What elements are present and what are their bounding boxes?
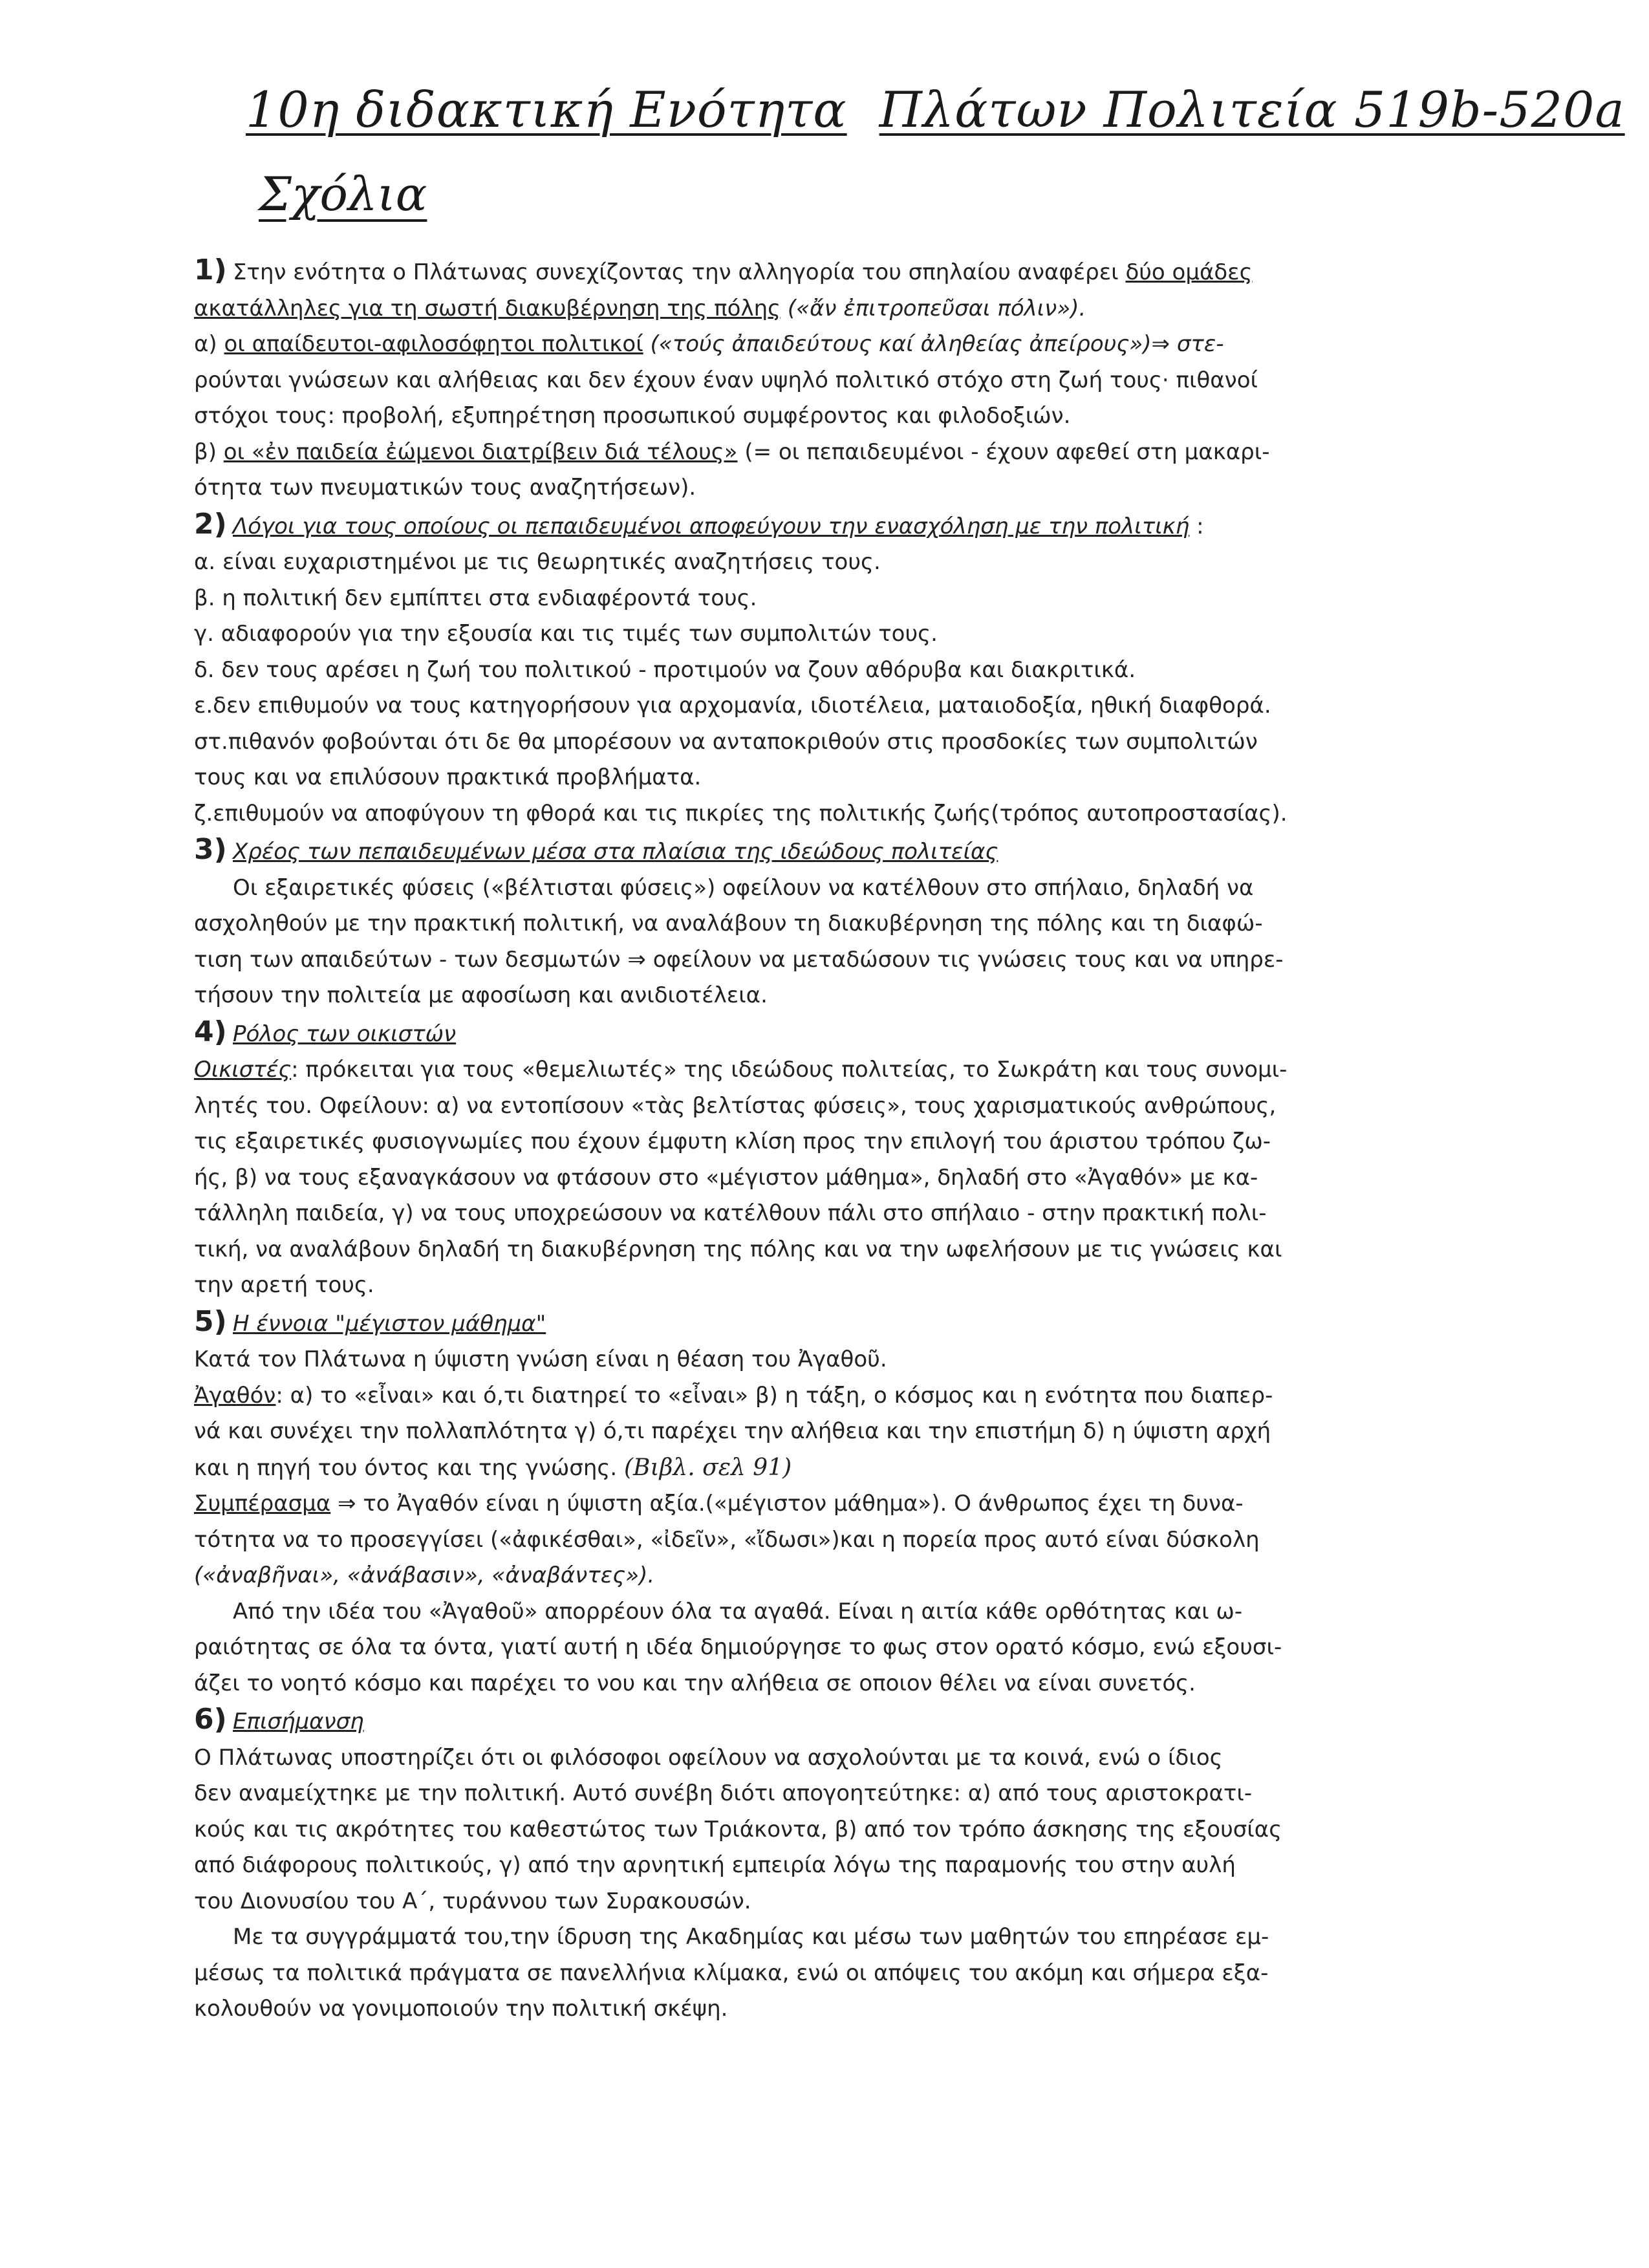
section-1-number: 1)	[194, 254, 227, 286]
title-unit: 10η διδακτική Ενότητα	[246, 81, 847, 138]
section-5-line-10: άζει το νοητό κόσμο και παρέχει το νου και την αλήθεια σε οποιον θέλει να είναι συνετός.	[194, 1670, 1196, 1696]
section-2-item-d: δ. δεν τους αρέσει η ζωή του πολιτικού - προτιμούν να ζουν αθόρυβα και διακριτικά.	[194, 656, 1136, 683]
document-title	[246, 78, 1625, 142]
section-6-line-5: του Διονυσίου του Α΄, τυράννου των Συρακουσών.	[194, 1888, 751, 1914]
section-5-term-conclusion: Συμπέρασμα	[194, 1491, 331, 1517]
section-2-item-b: β. η πολιτική δεν εμπίπτει στα ενδιαφέροντά τους.	[194, 585, 757, 611]
section-1-line-3: α) οι απαίδευτοι-αφιλοσόφητοι πολιτικοί («τούς ἀπαιδεύτους καί ἀληθείας ἀπείρους»)⇒ στε-	[194, 331, 1224, 357]
section-2-item-f-line-2: τους και να επιλύσουν πρακτικά προβλήματα.	[194, 764, 702, 790]
section-6-number: 6)	[194, 1703, 227, 1736]
section-5-line-6: τότητα να το προσεγγίσει («ἀφικέσθαι», «ἰδεῖν», «ἴδωσι»)και η πορεία προς αυτό είναι δύσκολη	[194, 1526, 1260, 1553]
section-2-item-c: γ. αδιαφορούν για την εξουσία και τις τιμές των συμπολιτών τους.	[194, 621, 938, 647]
document-body	[194, 252, 1500, 2027]
section-3-line-4: τήσουν την πολιτεία με αφοσίωση και ανιδιοτέλεια.	[194, 982, 768, 1008]
section-2-item-a: α. είναι ευχαριστημένοι με τις θεωρητικές αναζητήσεις τους.	[194, 549, 881, 575]
section-3-number: 3)	[194, 833, 227, 866]
section-4-line-5: τάλληλη παιδεία, γ) να τους υποχρεώσουν να κατέλθουν πάλι στο σπήλαιο - στην πρακτική πολι-	[194, 1200, 1267, 1226]
section-6-line-1: Ο Πλάτωνας υποστηρίζει ότι οι φιλόσοφοι οφείλουν να ασχολούνται με τα κοινά, ενώ ο ίδιος	[194, 1744, 1223, 1771]
section-6-heading: 6) Επισήμανση	[194, 1701, 1500, 1740]
section-3-line-2: ασχοληθούν με την πρακτική πολιτική, να αναλάβουν τη διακυβέρνηση της πόλης και τη διαφώ-	[194, 911, 1263, 936]
section-5-heading: 5) Η έννοια "μέγιστον μάθημα"	[194, 1304, 1500, 1343]
section-6-line-7: μέσως τα πολιτικά πράγματα σε πανελλήνια κλίμακα, ενώ οι απόψεις του ακόμη και σήμερα εξα-	[194, 1960, 1269, 1986]
section-2-item-f-line-1: στ.πιθανόν φοβούνται ότι δε θα μπορέσουν να ανταποκριθούν στις προσδοκίες των συμπολιτών	[194, 728, 1258, 755]
section-5-line-3: νά και συνέχει την πολλαπλότητα γ) ό,τι παρέχει την αλήθεια και την επιστήμη δ) η ύψιστη αρχή	[194, 1418, 1271, 1444]
section-1-line-5: στόχοι τους: προβολή, εξυπηρέτηση προσωπικού συμφέροντος και φιλοδοξιών.	[194, 403, 1071, 429]
section-5-term-agathon: Ἀγαθόν	[194, 1382, 276, 1409]
section-2-item-e: ε.δεν επιθυμούν να τους κατηγορήσουν για αρχομανία, ιδιοτέλεια, ματαιοδοξία, ηθική διαφθορά.	[194, 693, 1271, 718]
section-3-heading: 3) Χρέος των πεπαιδευμένων μέσα στα πλαίσια της ιδεώδους πολιτείας	[194, 832, 1500, 870]
section-5-line-4: και η πηγή του όντος και της γνώσης. (Βιβλ. σελ 91)	[194, 1454, 792, 1481]
section-4-line-6: τική, να αναλάβουν δηλαδή τη διακυβέρνηση της πόλης και να την ωφελήσουν με τις γνώσεις και	[194, 1236, 1282, 1262]
section-6-line-3: κούς και τις ακρότητες του καθεστώτος των Τριάκοντα, β) από τον τρόπο άσκησης της εξουσίας	[194, 1816, 1282, 1842]
section-6-line-2: δεν αναμείχτηκε με την πολιτική. Αυτό συνέβη διότι απογοητεύτηκε: α) από τους αριστοκρατι-	[194, 1780, 1253, 1806]
section-5-line-2: Ἀγαθόν: α) το «εἶναι» και ό,τι διατηρεί το «εἶναι» β) η τάξη, ο κόσμος και η ενότητα που διαπερ-	[194, 1382, 1273, 1409]
section-5-line-8: Από την ιδέα του «Ἀγαθοῦ» απορρέουν όλα τα αγαθά. Είναι η αιτία κάθε ορθότητας και ω-	[233, 1598, 1243, 1625]
section-4-line-2: λητές του. Οφείλουν: α) να εντοπίσουν «τὰς βελτίστας φύσεις», τους χαρισματικούς ανθρώπους,	[194, 1092, 1277, 1119]
title-author-work: Πλάτων Πολιτεία 519b-520a	[879, 81, 1625, 138]
section-1-line-4: ρούνται γνώσεων και αλήθειας και δεν έχουν έναν υψηλό πολιτικό στόχο στη ζωή τους· πιθανοί	[194, 367, 1258, 393]
section-5-line-7: («ἀναβῆναι», «ἀνάβασιν», «ἀναβάντες»).	[194, 1562, 655, 1588]
section-4-line-7: την αρετή τους.	[194, 1272, 374, 1298]
section-4-term: Οικιστές	[194, 1057, 292, 1083]
section-5-number: 5)	[194, 1304, 227, 1338]
section-1-line-2: ακατάλληλες για τη σωστή διακυβέρνηση της πόλης («ἄν ἐπιτροπεῦσαι πόλιν»).	[194, 295, 1086, 321]
section-5-line-5: Συμπέρασμα ⇒ το Ἀγαθόν είναι η ύψιστη αξία.(«μέγιστον μάθημα»). Ο άνθρωπος έχει τη δυνα-	[194, 1491, 1244, 1517]
section-1-line-6: β) οι «ἐν παιδεία ἐώμενοι διατρίβειν διά τέλους» (= οι πεπαιδευμένοι - έχουν αφεθεί στη μακαρι-	[194, 438, 1270, 465]
section-6-line-8: κολουθούν να γονιμοποιούν την πολιτική σκέψη.	[194, 1996, 728, 2022]
handwritten-book-reference: (Βιβλ. σελ 91)	[624, 1454, 792, 1481]
section-2-number: 2)	[194, 507, 227, 541]
section-4-number: 4)	[194, 1015, 227, 1048]
section-5-line-9: ραιότητας σε όλα τα όντα, γιατί αυτή η ιδέα δημιούργησε το φως στον ορατό κόσμο, ενώ εξουσι-	[194, 1634, 1282, 1660]
section-1-emphasis: δύο ομάδες	[1125, 259, 1253, 285]
section-4-line-4: ής, β) να τους εξαναγκάσουν να φτάσουν στο «μέγιστον μάθημα», δηλαδή στο «Ἀγαθόν» με κα-	[194, 1164, 1258, 1191]
section-1-line-1: 1) Στην ενότητα ο Πλάτωνας συνεχίζοντας την αλληγορία του σπηλαίου αναφέρει δύο ομάδες	[194, 252, 1500, 291]
section-2-heading: 2) Λόγοι για τους οποίους οι πεπαιδευμένοι αποφεύγουν την ενασχόληση με την πολιτική :	[194, 506, 1500, 545]
section-4-heading: 4) Ρόλος των οικιστών	[194, 1014, 1500, 1053]
section-3-line-1: Οι εξαιρετικές φύσεις («βέλτισται φύσεις») οφείλουν να κατέλθουν στο σπήλαιο, δηλαδή να	[233, 874, 1254, 901]
section-5-line-1: Κατά τον Πλάτωνα η ύψιστη γνώση είναι η θέαση του Ἀγαθοῦ.	[194, 1346, 887, 1372]
section-4-line-1: Οικιστές: πρόκειται για τους «θεμελιωτές» της ιδεώδους πολιτείας, το Σωκράτη και τους συνομι-	[194, 1057, 1288, 1083]
section-1-line-7: ότητα των πνευματικών τους αναζητήσεων).	[194, 475, 696, 501]
section-6-line-6: Με τα συγγράμματά του,την ίδρυση της Ακαδημίας και μέσω των μαθητών του επηρέασε εμ-	[233, 1924, 1269, 1950]
section-3-line-3: τιση των απαιδεύτων - των δεσμωτών ⇒ οφείλουν να μεταδώσουν τις γνώσεις τους και να υπηρε-	[194, 946, 1284, 973]
section-6-line-4: από διάφορους πολιτικούς, γ) από την αρνητική εμπειρία λόγω της παραμονής του στην αυλή	[194, 1852, 1236, 1878]
document-subtitle: Σχόλια	[259, 167, 427, 221]
section-4-line-3: τις εξαιρετικές φυσιογνωμίες που έχουν έμφυτη κλίση προς την επιλογή του άριστου τρόπου ζω-	[194, 1129, 1271, 1154]
document-page	[194, 78, 1625, 2027]
section-2-item-g: ζ.επιθυμούν να αποφύγουν τη φθορά και τις πικρίες της πολιτικής ζωής(τρόπος αυτοπροστασίας).	[194, 800, 1288, 826]
